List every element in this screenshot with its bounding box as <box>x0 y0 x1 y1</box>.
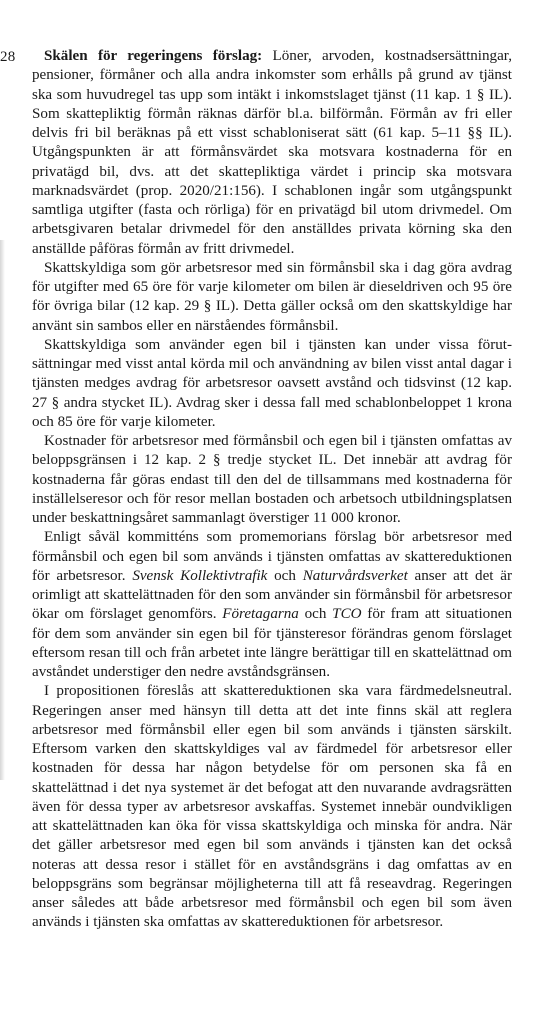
page-edge-shadow <box>0 240 5 780</box>
paragraph-5-part-1: Enligt såväl kommitténs som promemorians förslag bör arbetsresor med förmånsbil och egen bil som används i tjänsten omfattas av skattereduktionen för arbetsresor. <box>32 529 512 584</box>
organization-name: Naturvårdsverket <box>302 567 408 584</box>
organization-name: Företagarna <box>222 606 299 623</box>
page-number: 28 <box>0 49 16 65</box>
paragraph-2: Skattskyldiga som gör arbetsresor med sin förmånsbil ska i dag göra avdrag för utgifter med 65 öre för varje kilometer om bilen är dieseldriven och 95 öre för övriga bilar (12 kap. 29 § IL). Detta gäller också om den skattskyldige har använt sin sambos eller en närståendes förmånsbil. <box>32 259 512 334</box>
paragraph-5-part-2: och <box>267 567 303 584</box>
paragraph-1 <box>32 47 512 259</box>
organization-name: TCO <box>332 606 362 623</box>
paragraph-5 <box>32 528 512 682</box>
paragraph-5-part-4: och <box>298 606 333 623</box>
paragraph-5-part-5: för fram att situationen för dem som använder sin egen bil för tjänsteresor förändras genom förslaget eftersom resan till och från arbetet inte längre berättigar till en skattelättnad om avståndet understiger den nedre avståndsgränsen. <box>32 606 512 680</box>
section-heading: Skälen för regeringens förslag: <box>44 48 263 64</box>
paragraph-1-text: Löner, arvoden, kostnadsersättningar, pensioner, förmåner och alla andra inkomster som erhålls på grund av tjänst ska som huvudregel tas upp som intäkt i inkomstslaget tjänst (11 kap. 1 § IL). Som skattepliktig förmån räknas därför bl.a. bilförmån. Förmån av fri eller delvis fri bil beräknas på ett visst schabloniserat sätt (61 kap. 5–11 §§ IL). Utgångspunkten är att förmånsvärdet ska motsvara kostnaderna för en privatägd bil, dvs. att det skattepliktiga värdet i princip ska motsvara marknadsvärdet (prop. 2020/21:156). I schablonen ingår som utgångspunkt samtliga utgifter (fasta och rörliga) för en privatägd bil utom drivmedel. Om arbetsgivaren betalar drivmedel för den anställdes privata körning ska den anställde påföras förmån av fritt drivmedel. <box>32 48 512 257</box>
paragraph-3: Skattskyldiga som använder egen bil i tjänsten kan under vissa förutsättningar med visst antal körda mil och användning av bilen visst antal dagar i tjänsten medges avdrag för arbetsresor oavsett avstånd och tidsvinst (12 kap. 27 § andra stycket IL). Avdrag sker i dessa fall med schablonbeloppet 1 krona och 85 öre för varje kilometer. <box>32 336 512 430</box>
paragraph-4: Kostnader för arbetsresor med förmånsbil och egen bil i tjänsten omfattas av beloppsgränsen i 12 kap. 2 § tredje stycket IL. Det innebär att avdrag för kostnaderna får göras endast till den del de tillsammans med kostnaderna för inställelseresor och för resor mellan bostaden och arbetsoch utbildningsplatsen under beskattningsåret sammanlagt överstiger 11 000 kronor. <box>32 433 512 526</box>
paragraph-6: I propositionen föreslås att skattereduktionen ska vara färdmedelsneutral. Regeringen anser med hänsyn till detta att det inte finns skäl att reglera arbetsresor med förmånsbil eller egen bil som används i tjänsten särskilt. Eftersom varken den skattskyldiges val av färdmedel för arbetsresor eller kostnaden för dessa har någon betydelse för om personen ska få en skattelättnad i det nya systemet är det befogat att den nuvarande avdragsrätten även för dessa typer av arbetsresor avskaffas. Systemet innebär oundvikligen att skattelättnaden kan öka för vissa skattskyldiga och minska för andra. När det gäller arbetsresor med egen bil som används i tjänsten kan det också noteras att dessa resor i stället för en avståndsgräns i dag omfattas av en beloppsgräns som begränsar möjligheterna till att få reseavdrag. Regeringen anser således att både arbetsresor med förmånsbil och egen bil som även används i tjänsten ska omfattas av skattereduktionen för arbetsresor. <box>32 683 512 931</box>
paragraph-5-part-3: anser att det är orimligt att skattelättnaden för den som använder sin förmånsbil för arbetsresor ökar om förslaget genomförs. <box>32 567 512 623</box>
organization-name: Svensk Kollektivtrafik <box>132 567 268 584</box>
body-text <box>32 47 512 933</box>
